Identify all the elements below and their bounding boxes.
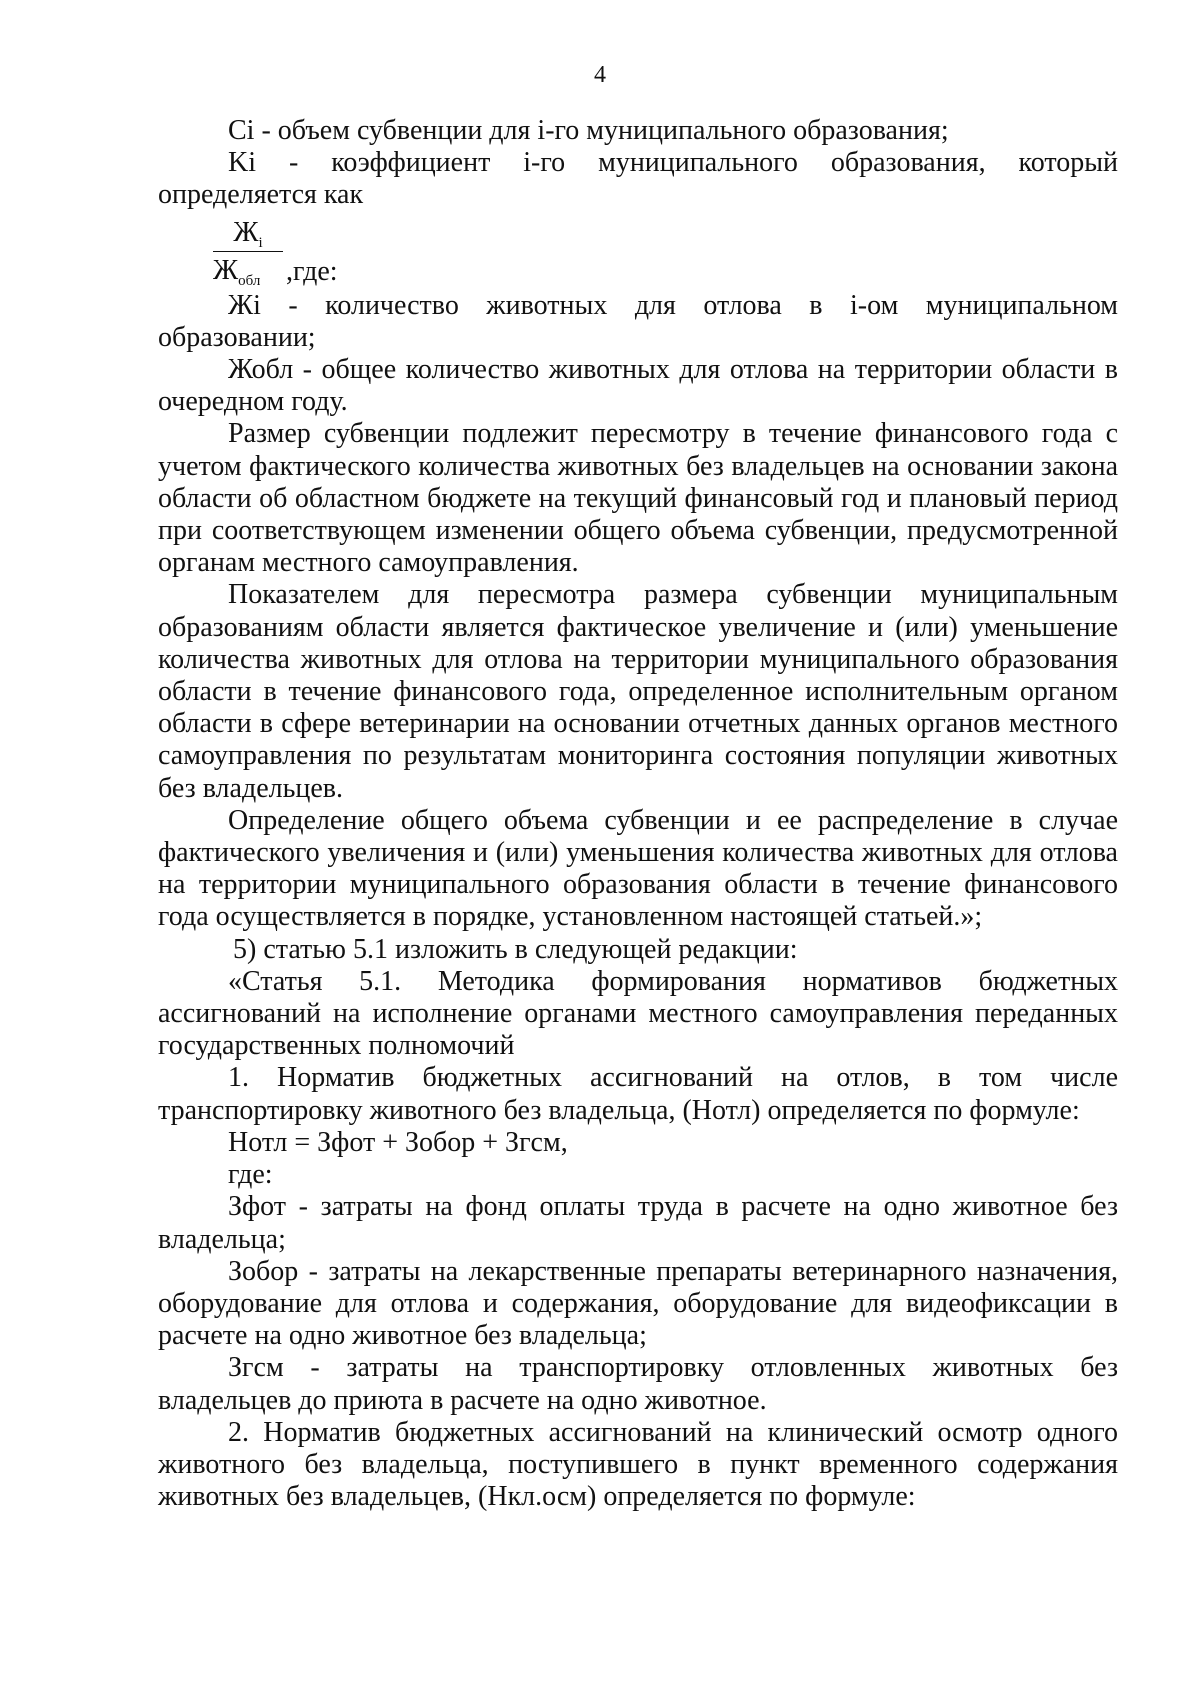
paragraph-revision-indicator: Показателем для пересмотра размера субвенции муниципальным образованиям области является фактическое увеличение и (или) уменьшение количества животных для отлова на территории муниципального образования области в течение финансового года, определенное исполнительным органом области в сфере ветеринарии на основании отчетных данных органов местного самоуправления по результатам мониторинга состояния популяции животных без владельцев.	[158, 579, 1118, 804]
paragraph-article-5-1-title: «Статья 5.1. Методика формирования нормативов бюджетных ассигнований на исполнение органами местного самоуправления переданных государственных полномочий	[158, 965, 1118, 1062]
paragraph-zhobl-definition: Жобл - общее количество животных для отлова на территории области в очередном году.	[158, 354, 1118, 418]
document-body	[158, 115, 1118, 1513]
paragraph-zhi-definition: Жi - количество животных для отлова в i-ом муниципальном образовании;	[158, 289, 1118, 353]
paragraph-exam-norm: 2. Норматив бюджетных ассигнований на клинический осмотр одного животного без владельца, поступившего в пункт временного содержания животных без владельцев, (Нкл.осм) определяется по формуле:	[158, 1416, 1118, 1513]
paragraph-zgsm-definition: Згсм - затраты на транспортировку отловленных животных без владельцев до приюта в расчете на одно животное.	[158, 1352, 1118, 1416]
page-number: 4	[594, 62, 606, 88]
paragraph-amendment-5: 5) статью 5.1 изложить в следующей редакции:	[233, 933, 798, 965]
paragraph-where: где:	[228, 1159, 273, 1191]
paragraph-capture-norm: 1. Норматив бюджетных ассигнований на отлов, в том числе транспортировку животного без владельца, (Нотл) определяется по формуле:	[158, 1062, 1118, 1126]
formula-tail: ,где:	[286, 255, 338, 287]
paragraph-ki-definition: Ki - коэффициент i-го муниципального образования, который определяется как	[158, 147, 1118, 211]
fraction-denominator: $Ж_{обл}$	[213, 254, 261, 289]
paragraph-zfot-definition: Зфот - затраты на фонд оплаты труда в расчете на одно животное без владельца;	[158, 1191, 1118, 1255]
paragraph-ci-definition: Ci - объем субвенции для i-го муниципального образования;	[228, 115, 949, 146]
fraction-bar	[213, 251, 283, 252]
paragraph-subvention-revision: Размер субвенции подлежит пересмотру в течение финансового года с учетом фактического количества животных без владельцев на основании закона области об областном бюджете на текущий финансовый год и плановый период при соответствующем изменении общего объема субвенции, предусмотренной органам местного самоуправления.	[158, 418, 1118, 579]
fraction-numerator: $Ж_i$	[233, 216, 263, 251]
paragraph-subvention-distribution: Определение общего объема субвенции и ее распределение в случае фактического увеличения и (или) уменьшения количества животных для отлова на территории муниципального образования области в течение финансового года осуществляется в порядке, установленном настоящей статьей.»;	[158, 804, 1118, 933]
ratio-formula	[158, 212, 1118, 290]
paragraph-zobor-definition: Зобор - затраты на лекарственные препараты ветеринарного назначения, оборудование для отлова и содержания, оборудование для видеофиксации в расчете на одно животное без владельца;	[158, 1255, 1118, 1352]
fraction	[213, 216, 283, 287]
paragraph-capture-formula: Нотл = Зфот + Зобор + Згсм,	[228, 1126, 568, 1158]
